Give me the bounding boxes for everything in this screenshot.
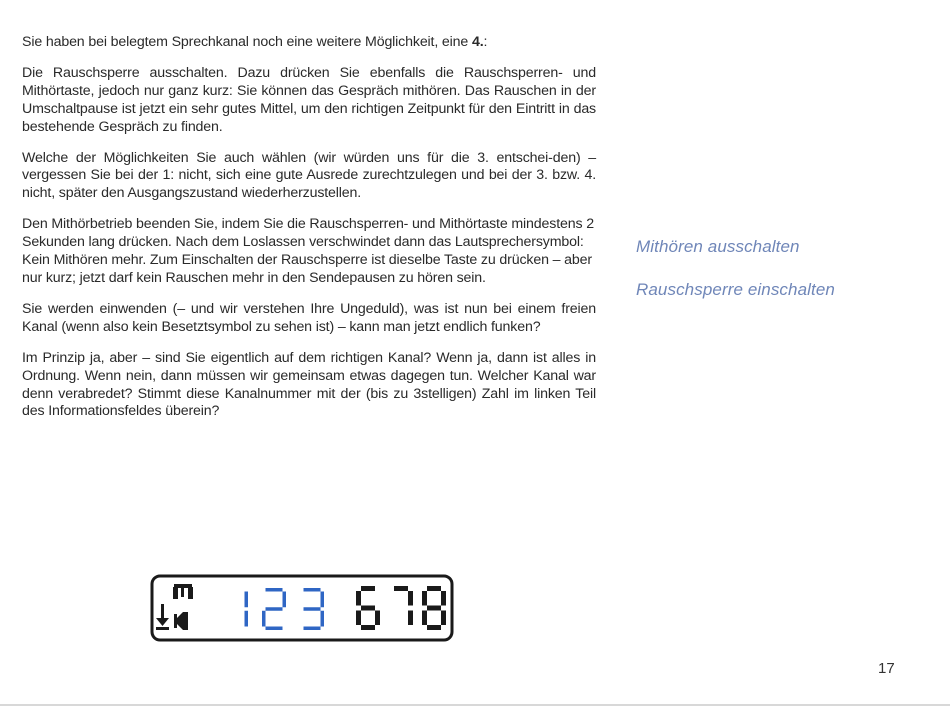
frequency-segment-g bbox=[361, 606, 375, 611]
page-number: 17 bbox=[878, 660, 895, 677]
lcd-frame bbox=[152, 576, 452, 640]
channel-segment-g bbox=[266, 607, 283, 611]
frequency-segment-c bbox=[408, 611, 413, 626]
paragraph-1 bbox=[22, 34, 596, 52]
sidenote-mithoeren: Mithören ausschalten bbox=[636, 237, 800, 256]
frequency-segment-d bbox=[361, 625, 375, 630]
frequency-segment-e bbox=[422, 611, 427, 626]
channel-segment-g bbox=[304, 607, 321, 611]
paragraph-5: Sie werden einwenden (– und wir verstehen Ihre Ungeduld), was ist nun bei einem freien Kanal (wenn also kein Besetztsymbol zu sehen ist) – kann man jetzt endlich funken? bbox=[22, 300, 596, 335]
channel-segment-d bbox=[266, 627, 283, 631]
channel-segment-b bbox=[321, 592, 325, 608]
frequency-segment-a bbox=[427, 586, 441, 591]
footer-line bbox=[0, 704, 950, 706]
channel-segment-b bbox=[283, 592, 287, 608]
frequency-segment-g bbox=[427, 606, 441, 611]
paragraph-1-bold: 4. bbox=[471, 34, 484, 50]
body-text bbox=[22, 34, 596, 434]
paragraph-6: Im Prinzip ja, aber – sind Sie eigentlich auf dem richtigen Kanal? Wenn ja, dann ist alles in Ordnung. Wenn nein, dann müssen wir gemeinsam etwas dagegen tun. Welcher Kanal war denn verabredet? Stimmt diese Kanalnummer mit der (bis zu 3stelligen) Zahl im linken Teil des Informationsfeldes überein? bbox=[22, 349, 596, 420]
frequency-segment-e bbox=[356, 611, 361, 626]
frequency-segment-a bbox=[394, 586, 408, 591]
frequency-segment-b bbox=[408, 591, 413, 606]
paragraph-2: Die Rauschsperre ausschalten. Dazu drücken Sie ebenfalls die Rauschsperren- und Mithörtaste, jedoch nur ganz kurz: Sie können das Gespräch mithören. Das Rauschen in der Umschaltpause ist jetzt ein sehr gutes Mittel, um den richtigen Zeitpunkt für den Eintritt in das bestehende Gespräch zu finden. bbox=[22, 64, 596, 135]
frequency-segment-c bbox=[375, 611, 380, 626]
paragraph-1-text: Sie haben bei belegtem Sprechkanal noch eine weitere Möglichkeit, eine bbox=[22, 34, 472, 50]
channel-segment-e bbox=[262, 611, 266, 627]
channel-segment-c bbox=[321, 611, 325, 627]
frequency-segment-b bbox=[441, 591, 446, 606]
speaker-icon bbox=[174, 612, 188, 630]
busy-symbol-icon bbox=[173, 584, 193, 599]
paragraph-3: Welche der Möglichkeiten Sie auch wählen (wir würden uns für die 3. entschei-den) – vergessen Sie bei der 1: nicht, sich eine gute Ausrede zurechtzulegen und bei der 3. bzw. 4. nicht, später den Ausgangszustand wiederherzustellen. bbox=[22, 149, 596, 202]
paragraph-1-end: : bbox=[483, 34, 488, 50]
frequency-segment-f bbox=[356, 591, 361, 606]
frequency-segment-d bbox=[427, 625, 441, 630]
channel-segment-a bbox=[266, 588, 283, 592]
channel-segment-d bbox=[304, 627, 321, 631]
channel-segment-b bbox=[245, 592, 249, 608]
channel-segment-c bbox=[245, 611, 249, 627]
sidenote-rauschsperre: Rauschsperre einschalten bbox=[636, 280, 835, 299]
frequency-segment-f bbox=[422, 591, 427, 606]
paragraph-4: Den Mithörbetrieb beenden Sie, indem Sie die Rauschsperren- und Mithörtaste mindestens 2 Sekunden lang drücken. Nach dem Loslassen verschwindet dann das Lautsprechersymbol: Kein Mithören mehr. Zum Einschalten der Rauschsperre ist dieselbe Taste zu drücken – aber nur kurz; jetzt darf kein Rauschen mehr in den Sendepausen zu hören sein. bbox=[22, 216, 594, 286]
frequency-segment-c bbox=[441, 611, 446, 626]
frequency-segment-a bbox=[361, 586, 375, 591]
channel-segment-a bbox=[304, 588, 321, 592]
lcd-display bbox=[150, 574, 454, 642]
